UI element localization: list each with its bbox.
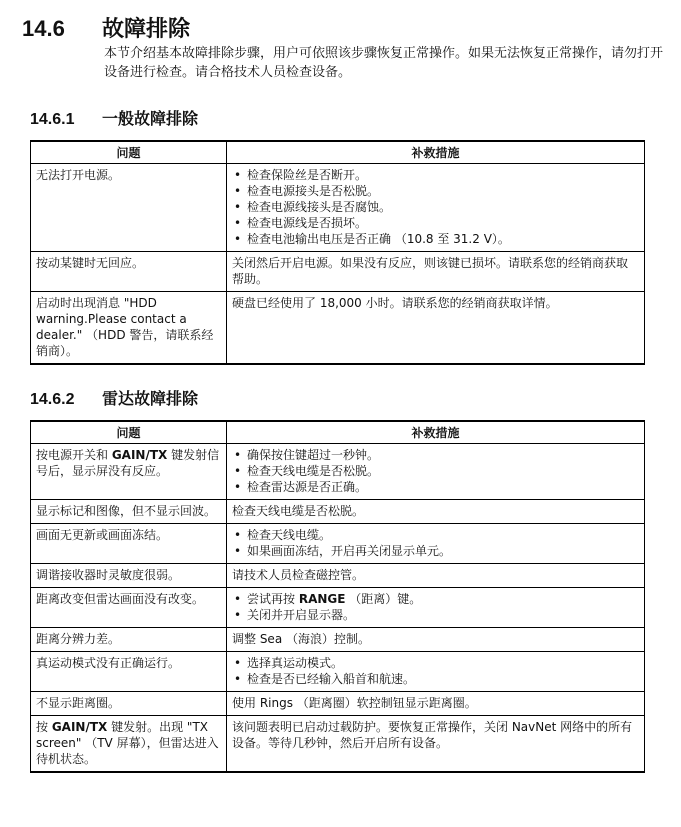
problem-text: 键发射。出现 "TX screen" （TV 屏幕），但雷达进入待机状态。 [36,720,219,766]
table-row [31,564,645,588]
problem-cell [31,716,227,773]
list-item: • 检查电源线接头是否腐蚀。 [232,199,639,215]
remedy-cell: 硬盘已经使用了 18,000 小时。请联系您的经销商获取详情。 [227,292,645,365]
table-row [31,292,645,365]
list-item: • 确保按住键超过一秒钟。 [232,447,639,463]
table-row [31,716,645,773]
header-problem: 问题 [31,141,227,164]
list-item: • 检查天线电缆是否松脱。 [232,463,639,479]
radar-number: 14.6.2 [30,391,75,408]
remedy-cell [227,588,645,628]
table-row [31,164,645,252]
problem-cell: 距离分辨力差。 [31,628,227,652]
table-row [31,500,645,524]
remedy-list [232,527,639,559]
list-item: • 检查天线电缆。 [232,527,639,543]
general-number: 14.6.1 [30,111,75,128]
remedy-list [232,167,639,247]
table-row [31,524,645,564]
header-remedy: 补救措施 [227,141,645,164]
remedy-cell [227,524,645,564]
remedy-text: 尝试再按 [247,592,299,606]
general-heading [30,106,198,129]
intro-paragraph: 本节介绍基本故障排除步骤，用户可依照该步骤恢复正常操作。如果无法恢复正常操作，请勿打开设备进行检查。请合格技术人员检查设备。 [104,46,664,80]
table-row [31,628,645,652]
problem-cell: 画面无更新或画面冻结。 [31,524,227,564]
problem-text: 按 [36,720,52,734]
problem-cell: 不显示距离圈。 [31,692,227,716]
general-troubleshooting-table [30,140,645,365]
radar-troubleshooting-table [30,420,645,773]
problem-cell: 真运动模式没有正确运行。 [31,652,227,692]
table-row [31,588,645,628]
table-header-row [31,141,645,164]
list-item: • 检查是否已经输入船首和航速。 [232,671,639,687]
remedy-cell [227,652,645,692]
radar-heading [30,386,198,409]
list-item: • 检查电源线是否损坏。 [232,215,639,231]
header-problem: 问题 [31,421,227,444]
radar-title: 雷达故障排除 [102,389,199,408]
problem-cell: 无法打开电源。 [31,164,227,252]
remedy-cell [227,444,645,500]
remedy-list [232,655,639,687]
list-item: • 关闭并开启显示器。 [232,607,639,623]
list-item [232,591,639,607]
remedy-cell: 使用 Rings （距离圈）软控制钮显示距离圈。 [227,692,645,716]
remedy-cell: 请技术人员检查磁控管。 [227,564,645,588]
table-row [31,652,645,692]
problem-cell: 调谐接收器时灵敏度很弱。 [31,564,227,588]
table-header-row [31,421,645,444]
problem-cell: 距离改变但雷达画面没有改变。 [31,588,227,628]
remedy-text: （距离）键。 [345,592,422,606]
remedy-list [232,591,639,623]
table-row [31,252,645,292]
remedy-cell: 关闭然后开启电源。如果没有反应，则该键已损坏。请联系您的经销商获取帮助。 [227,252,645,292]
list-item: • 检查雷达源是否正确。 [232,479,639,495]
key-name: GAIN/TX [51,720,108,734]
general-title: 一般故障排除 [102,109,199,128]
list-item: • 检查保险丝是否断开。 [232,167,639,183]
list-item: • 检查电源接头是否松脱。 [232,183,639,199]
remedy-cell: 调整 Sea （海浪）控制。 [227,628,645,652]
remedy-cell [227,164,645,252]
list-item: • 选择真运动模式。 [232,655,639,671]
problem-text: 按电源开关和 [36,448,112,462]
problem-cell: 按动某键时无回应。 [31,252,227,292]
key-name: GAIN/TX [111,448,168,462]
section-heading [22,12,190,43]
key-name: RANGE [298,592,346,606]
remedy-cell: 该问题表明已启动过载防护。要恢复正常操作，关闭 NavNet 网络中的所有设备。等待几秒钟，然后开启所有设备。 [227,716,645,773]
table-row [31,444,645,500]
remedy-cell: 检查天线电缆是否松脱。 [227,500,645,524]
list-item: • 检查电池输出电压是否正确 （10.8 至 31.2 V）。 [232,231,639,247]
header-remedy: 补救措施 [227,421,645,444]
problem-cell [31,444,227,500]
remedy-list [232,447,639,495]
problem-text: 键发射信号后，显示屏没有反应。 [36,448,220,478]
table-row [31,692,645,716]
problem-cell: 启动时出现消息 "HDD warning.Please contact a dealer." （HDD 警告，请联系经销商）。 [31,292,227,365]
section-title: 故障排除 [102,17,191,42]
list-item: • 如果画面冻结，开启再关闭显示单元。 [232,543,639,559]
problem-cell: 显示标记和图像，但不显示回波。 [31,500,227,524]
section-number: 14.6 [22,16,65,41]
